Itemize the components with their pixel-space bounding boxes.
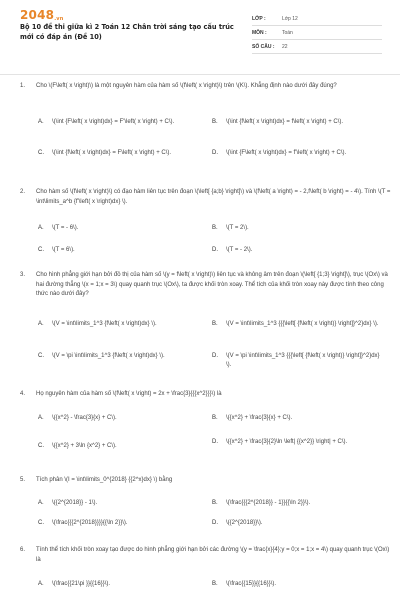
option-d[interactable]: D. \(T = - 2\). bbox=[212, 247, 253, 253]
page-header bbox=[0, 0, 400, 72]
meta-label: LỚP : bbox=[252, 15, 266, 22]
option-d[interactable]: D. \({x^2} + \frac{3}{2}\ln \left| {{x^2}} \right| + C\). bbox=[212, 439, 348, 445]
option-c[interactable]: C. \(V = \pi \int\limits_1^3 {f\left( x \right)dx} \). bbox=[38, 353, 165, 359]
option-b[interactable]: B. \(\frac{{{2^{2018}} - 1}}{{\ln 2}}\). bbox=[212, 500, 311, 506]
header-divider bbox=[0, 74, 400, 75]
meta-row-class bbox=[252, 12, 382, 26]
option-b[interactable]: B. \(\int {f\left( x \right)dx} = f\left( x \right) + C\). bbox=[212, 119, 344, 125]
meta-value: Lớp 12 bbox=[282, 15, 298, 22]
option-b[interactable]: B. \(\frac{{15}}{{16}}\). bbox=[212, 581, 277, 587]
question-number: 4. bbox=[20, 391, 26, 397]
option-d[interactable]: D. \(\int {F\left( x \right)dx} = f'\left( x \right) + C\). bbox=[212, 150, 347, 156]
option-a[interactable]: A. \(\frac{{21\pi }}{{16}}\). bbox=[38, 581, 111, 587]
option-c[interactable]: C. \(\frac{{{2^{2018}}}}{{\ln 2}}\). bbox=[38, 520, 128, 526]
question-4 bbox=[20, 390, 392, 400]
option-a[interactable]: A. \(V = \int\limits_1^3 {f\left( x \right)dx} \). bbox=[38, 321, 157, 327]
question-6 bbox=[20, 546, 392, 565]
question-text: Tích phân \(I = \int\limits_0^{2018} {{2^x}dx} \) bằng bbox=[36, 477, 173, 483]
question-number: 3. bbox=[20, 272, 26, 278]
question-number: 6. bbox=[20, 547, 26, 553]
option-d[interactable]: D. \(V = \pi \int\limits_1^3 {{{\left[ {f\left( x \right)} \right]}^2}dx} \). bbox=[212, 353, 380, 368]
question-text: Cho hàm số \(f\left( x \right)\) có đạo hàm liên tục trên đoạn \(\left[ {a;b} \right]\) và \(f\left( a \right) = - 2,f\left( b \right) = - 4\). Tính \(T = \int\limits_a^b {f'\left( x \right)dx} \). bbox=[36, 189, 391, 205]
question-number: 5. bbox=[20, 477, 26, 483]
question-text: Tính thể tích khối tròn xoay tạo được do hình phẳng giới hạn bởi các đường \(y = \frac{x}{4};y = 0;x = 1;x = 4\) quay quanh trục \(Ox\) là bbox=[36, 547, 390, 563]
question-1 bbox=[20, 82, 392, 92]
question-text: Họ nguyên hàm của hàm số \(f\left( x \right) = 2x + \frac{3}{{{x^2}}}\) là bbox=[36, 391, 222, 397]
question-3 bbox=[20, 271, 392, 300]
option-c[interactable]: C. \(\int {f\left( x \right)dx} = F\left( x \right) + C\). bbox=[38, 150, 172, 156]
option-c[interactable]: C. \({x^2} + 3\ln {x^2} + C\). bbox=[38, 443, 117, 449]
option-b[interactable]: B. \(T = 2\). bbox=[212, 225, 249, 231]
exam-meta bbox=[252, 12, 382, 54]
option-a[interactable]: A. \(\int {F\left( x \right)dx} = F'\left( x \right) + C\). bbox=[38, 119, 175, 125]
option-b[interactable]: B. \({x^2} + \frac{3}{x} + C\). bbox=[212, 415, 293, 421]
meta-value: 22 bbox=[282, 43, 288, 50]
option-c[interactable]: C. \(T = 6\). bbox=[38, 247, 75, 253]
meta-label: MÔN : bbox=[252, 29, 267, 36]
option-b[interactable]: B. \(V = \int\limits_1^3 {{{\left[ {f\left( x \right)} \right]}^2}dx} \). bbox=[212, 321, 379, 327]
meta-row-subject bbox=[252, 26, 382, 40]
option-d[interactable]: D. \({2^{2018}}\). bbox=[212, 520, 263, 526]
option-a[interactable]: A. \(T = - 6\). bbox=[38, 225, 79, 231]
question-2 bbox=[20, 188, 392, 207]
page-title: Bộ 10 đề thi giữa kì 2 Toán 12 Chân trời sáng tạo cấu trúc mới có đáp án (Đề 10) bbox=[20, 23, 234, 41]
question-text: Cho \(F\left( x \right)\) là một nguyên hàm của hàm số \(f\left( x \right)\) trên \(K\). Khẳng định nào dưới đây đúng? bbox=[36, 83, 337, 89]
meta-value: Toán bbox=[282, 29, 293, 36]
option-a[interactable]: A. \({x^2} - \frac{3}{x} + C\). bbox=[38, 415, 117, 421]
question-number: 2. bbox=[20, 189, 26, 195]
question-5 bbox=[20, 476, 392, 486]
meta-label: SỐ CÂU : bbox=[252, 43, 275, 50]
meta-row-count bbox=[252, 40, 382, 54]
question-number: 1. bbox=[20, 83, 26, 89]
question-text: Cho hình phẳng giới hạn bởi đồ thị của hàm số \(y = f\left( x \right)\) liên tục và không âm trên đoạn \(\left[ {1;3} \right]\), trục \(Ox\) và hai đường thẳng \(x = 1;x = 3\) quay quanh trục \(Ox\), ta được khối tròn xoay. Thể tích của khối tròn xoay này được tính theo công thức nào dưới đây? bbox=[36, 272, 388, 297]
site-logo[interactable]: 2048.vn bbox=[20, 8, 64, 22]
option-a[interactable]: A. \({2^{2018}} - 1\). bbox=[38, 500, 98, 506]
